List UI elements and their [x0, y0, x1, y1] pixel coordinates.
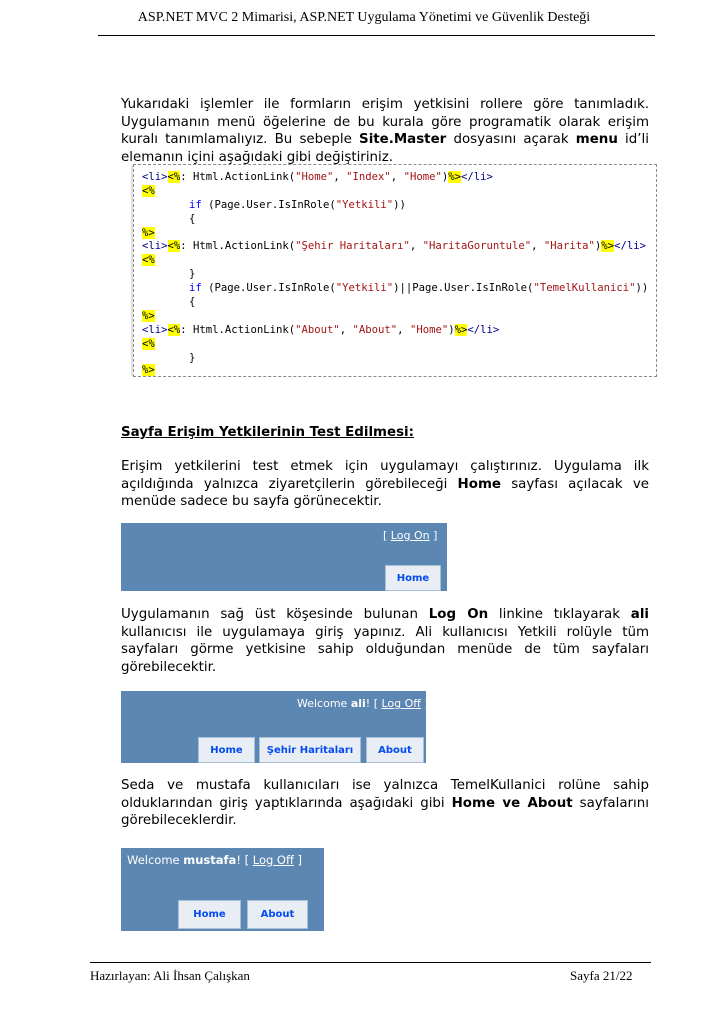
footer-page-number: Sayfa 21/22: [570, 968, 633, 983]
screenshot-user-menu: [121, 848, 324, 931]
code-line-14: }: [189, 352, 196, 364]
code-token: <%: [142, 338, 155, 350]
code-line-12: [142, 324, 499, 336]
code-token: )): [635, 282, 649, 294]
code-line-10: {: [189, 296, 196, 308]
para3-text-1: Uygulamanın sağ üst köşesinde bulunan: [121, 607, 429, 622]
code-token: "About": [295, 324, 340, 336]
code-line-2: [142, 185, 155, 197]
code-token: "HaritaGoruntule": [422, 240, 532, 252]
code-token: : Html.ActionLink(: [180, 171, 296, 183]
header-title: ASP.NET MVC 2 Mimarisi, ASP.NET Uygulama Yönetimi ve Güvenlik Desteği: [137, 10, 591, 25]
code-line-4: {: [189, 213, 196, 225]
code-token: ): [448, 324, 455, 336]
header-rule: [98, 35, 655, 36]
code-token: <li>: [142, 171, 168, 183]
code-token: "Yetkili": [335, 199, 394, 211]
code-line-3: [189, 199, 406, 211]
bracket-close: ]: [293, 853, 303, 867]
code-token: ): [441, 171, 449, 183]
code-token: </li>: [614, 240, 646, 252]
code-token: %>: [601, 240, 615, 252]
footer-author: Hazırlayan: Ali İhsan Çalışkan: [90, 968, 250, 983]
para3-bold-1: Log On: [428, 607, 489, 622]
test-paragraph: [121, 458, 649, 511]
login-display: [127, 853, 302, 867]
para3-text-2: linkine tıklayarak: [488, 607, 631, 622]
menu-home-button[interactable]: Home: [385, 565, 441, 591]
log-off-link[interactable]: Log Off: [252, 853, 294, 867]
intro-bold-2: menu: [575, 132, 618, 147]
code-token: ,: [409, 240, 423, 252]
code-token: ): [594, 240, 602, 252]
code-token: )): [393, 199, 406, 211]
code-token: "Şehir Haritaları": [295, 240, 410, 252]
welcome-text: Welcome: [127, 853, 184, 867]
code-token: %>: [142, 310, 155, 322]
code-line-1: [142, 171, 493, 183]
code-line-7: [142, 254, 155, 266]
code-token: : Html.ActionLink(: [180, 240, 296, 252]
code-token: ,: [333, 171, 347, 183]
login-display: [297, 697, 429, 710]
code-token: "About": [352, 324, 398, 336]
code-token: "Index": [346, 171, 391, 183]
code-token: "Harita": [543, 240, 595, 252]
para4-text-2: sayfalarını görebileceklerdir.: [121, 795, 649, 828]
footer-rule: [90, 962, 651, 963]
code-token: %>: [142, 227, 155, 239]
code-token: "Home": [403, 171, 442, 183]
code-token: ,: [397, 324, 410, 336]
screenshot-guest-menu: [121, 523, 447, 591]
code-token: </li>: [461, 171, 493, 183]
code-line-6: [142, 240, 646, 252]
bracket-open: [: [383, 529, 391, 542]
login-paragraph: [121, 606, 649, 676]
code-token: </li>: [467, 324, 500, 336]
code-token: ,: [339, 324, 353, 336]
code-line-5: [142, 227, 155, 239]
screenshot-admin-menu: [121, 691, 429, 763]
para2-text-1: Erişim yetkilerini test etmek için uygulamayı çalıştırınız. Uygulama ilk açıldığında yalnızca ziyaretçilerin görebileceği: [121, 459, 649, 492]
code-token: <%: [167, 324, 181, 336]
code-line-9: [189, 282, 648, 294]
code-line-13: [142, 338, 155, 350]
username: ali: [350, 697, 366, 710]
code-block: [133, 164, 657, 377]
roles-paragraph: [121, 777, 649, 830]
code-token: (Page.User.IsInRole(: [201, 282, 336, 294]
code-token: %>: [454, 324, 468, 336]
intro-text-2: dosyasını açarak: [446, 132, 576, 147]
bracket-open: ! [: [236, 853, 253, 867]
para4-text-1: Seda ve mustafa kullanıcıları ise yalnızca TemelKullanici rolüne sahip olduklarından giriş yaptıklarında aşağıdaki gibi: [121, 778, 649, 811]
code-token: <%: [167, 171, 181, 183]
username: mustafa: [183, 853, 237, 867]
intro-text-3: id’li elemanın içini aşağıdaki gibi değiştiriniz.: [121, 132, 649, 165]
code-line-15: [142, 364, 155, 376]
section-heading: Sayfa Erişim Yetkilerinin Test Edilmesi:: [121, 425, 414, 440]
code-token: <li>: [142, 324, 168, 336]
para2-bold-1: Home: [457, 476, 501, 492]
code-token: <%: [142, 254, 155, 266]
code-token: "Yetkili": [335, 282, 394, 294]
code-token: (Page.User.IsInRole(: [201, 199, 336, 211]
para3-text-3: kullanıcısı ile uygulamaya giriş yapınız. Ali kullanıcısı Yetkili rolüyle tüm sayfaları görme yetkisine sahip olduğundan menüde de tüm sayfaları görebilecektir.: [121, 624, 649, 675]
code-token: <%: [142, 185, 155, 197]
code-line-11: [142, 310, 155, 322]
log-off-link[interactable]: Log Off: [381, 697, 421, 710]
code-token: "TemelKullanici": [533, 282, 636, 294]
bracket-close: ]: [420, 697, 429, 710]
menu-harita-button[interactable]: Şehir Haritaları: [259, 737, 361, 763]
bracket-open: ! [: [365, 697, 382, 710]
para4-bold-1: Home ve About: [451, 795, 573, 811]
log-on-link[interactable]: Log On: [390, 529, 430, 542]
code-token: <%: [167, 240, 181, 252]
login-display: [383, 529, 437, 542]
intro-paragraph: [121, 96, 649, 166]
para2-text-2: sayfası açılacak ve menüde sadece bu sayfa görünecektir.: [121, 476, 649, 509]
code-token: %>: [448, 171, 461, 183]
code-token: ,: [390, 171, 404, 183]
menu-about-button[interactable]: About: [366, 737, 424, 763]
intro-bold-1: Site.Master: [359, 132, 447, 147]
welcome-text: Welcome: [297, 697, 351, 710]
code-token: if: [189, 199, 202, 211]
bracket-close: ]: [429, 529, 438, 542]
code-token: %>: [142, 364, 155, 376]
para3-bold-2: ali: [630, 607, 649, 622]
code-token: )||Page.User.IsInRole(: [393, 282, 534, 294]
intro-text-1: Yukarıdaki işlemler ile formların erişim yetkisini rollere göre tanımladık. Uygulamanın menü öğelerine de bu kurala göre programatik olarak erişim kuralı tanımlamalıyız. Bu sebeple: [121, 97, 649, 147]
code-token: ,: [531, 240, 544, 252]
menu-home-button[interactable]: Home: [198, 737, 255, 763]
menu-home-button[interactable]: Home: [178, 900, 241, 929]
menu-about-button[interactable]: About: [247, 900, 308, 929]
code-token: <li>: [142, 240, 168, 252]
code-line-8: }: [189, 268, 196, 280]
code-token: if: [189, 282, 202, 294]
code-token: "Home": [295, 171, 334, 183]
code-token: "Home": [409, 324, 449, 336]
code-token: : Html.ActionLink(: [180, 324, 296, 336]
